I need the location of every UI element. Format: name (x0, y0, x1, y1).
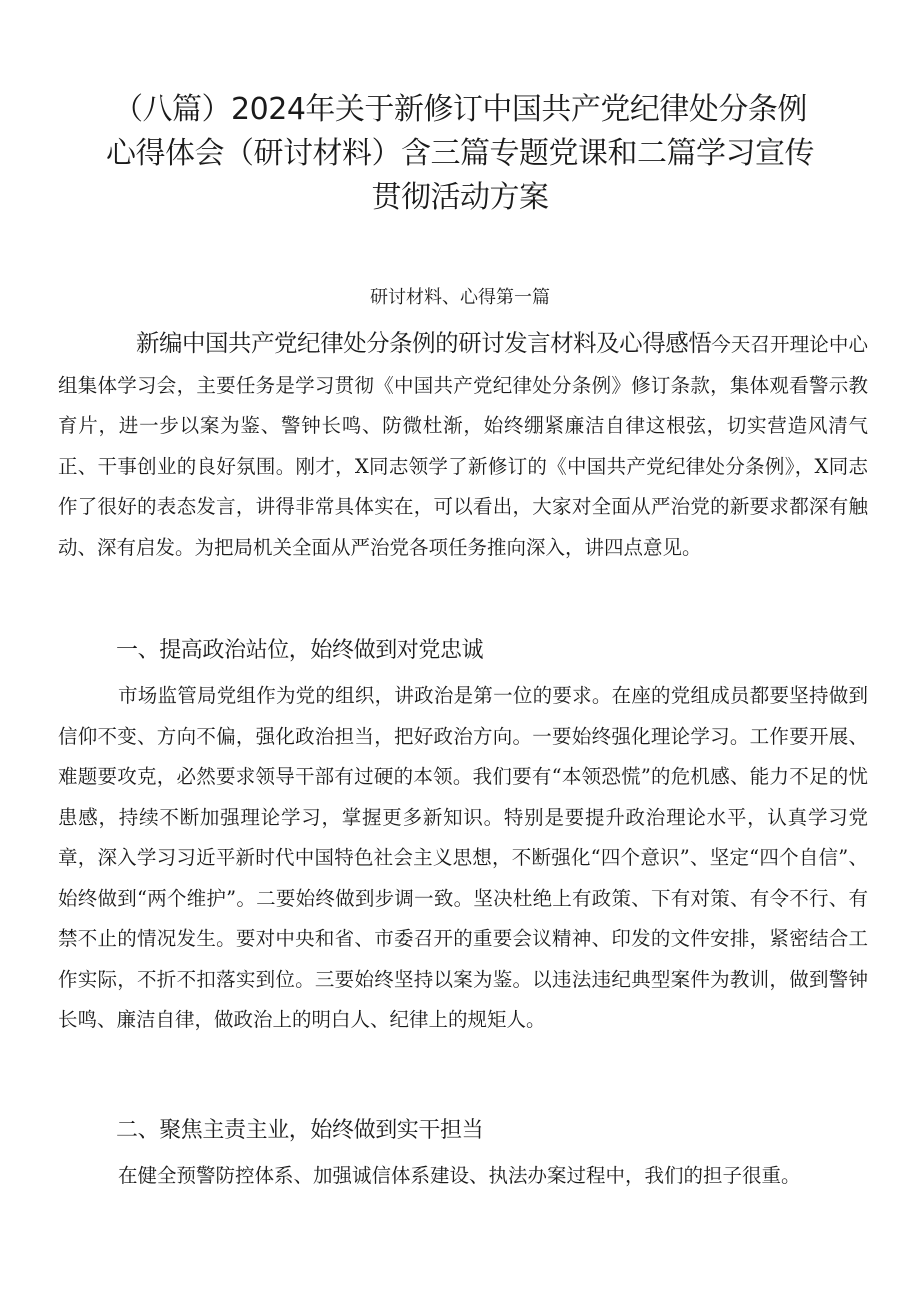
section-paragraph-1: 市场监管局党组作为党的组织，讲政治是第一位的要求。在座的党组成员都要坚持做到信仰不变、方向不偏，强化政治担当，把好政治方向。一要始终强化理论学习。工作要开展、难题要攻克，必然要求领导干部有过硬的本领。我们要有“本领恐慌”的危机感、能力不足的忧患感，持续不断加强理论学习，掌握更多新知识。特别是要提升政治理论水平，认真学习党章，深入学习习近平新时代中国特色社会主义思想，不断强化“四个意识”、坚定“四个自信”、始终做到“两个维护”。二要始终做到步调一致。坚决杜绝上有政策、下有对策、有令不行、有禁不止的情况发生。要对中央和省、市委召开的重要会议精神、印发的文件安排，紧密结合工作实际，不折不扣落实到位。三要始终坚持以案为鉴。以违法违纪典型案件为教训，做到警钟长鸣、廉洁自律，做政治上的明白人、纪律上的规矩人。 (58, 684, 868, 1031)
section-paragraph-2: 在健全预警防控体系、加强诚信体系建设、执法办案过程中，我们的担子很重。 (118, 1164, 801, 1187)
section-heading-2: 二、聚焦主责主业，始终做到实干担当 (116, 1118, 484, 1143)
document-title (90, 88, 830, 220)
intro-lead-heading: 新编中国共产党纪律处分条例的研讨发言材料及心得感悟 (136, 329, 712, 357)
title-line-2: 心得体会（研讨材料）含三篇专题党课和二篇学习宣传 (106, 136, 814, 171)
section-label: 研讨材料、心得第一篇 (370, 287, 550, 308)
title-line-1: （八篇）2024年关于新修订中国共产党纪律处分条例 (113, 92, 807, 127)
intro-paragraph (58, 323, 868, 568)
section-heading-1: 一、提高政治站位，始终做到对党忠诚 (116, 638, 484, 663)
title-line-3: 贯彻活动方案 (371, 180, 549, 215)
intro-text: 今天召开理论中心组集体学习会，主要任务是学习贯彻《中国共产党纪律处分条例》修订条款，集体观看警示教育片，进一步以案为鉴、警钟长鸣、防微杜渐，始终绷紧廉洁自律这根弦，切实营造风清气正、干事创业的良好氛围。刚才，X同志领学了新修订的《中国共产党纪律处分条例》，X同志作了很好的表态发言，讲得非常具体实在，可以看出，大家对全面从严治党的新要求都深有触动、深有启发。为把局机关全面从严治党各项任务推向深入，讲四点意见。 (58, 333, 868, 559)
